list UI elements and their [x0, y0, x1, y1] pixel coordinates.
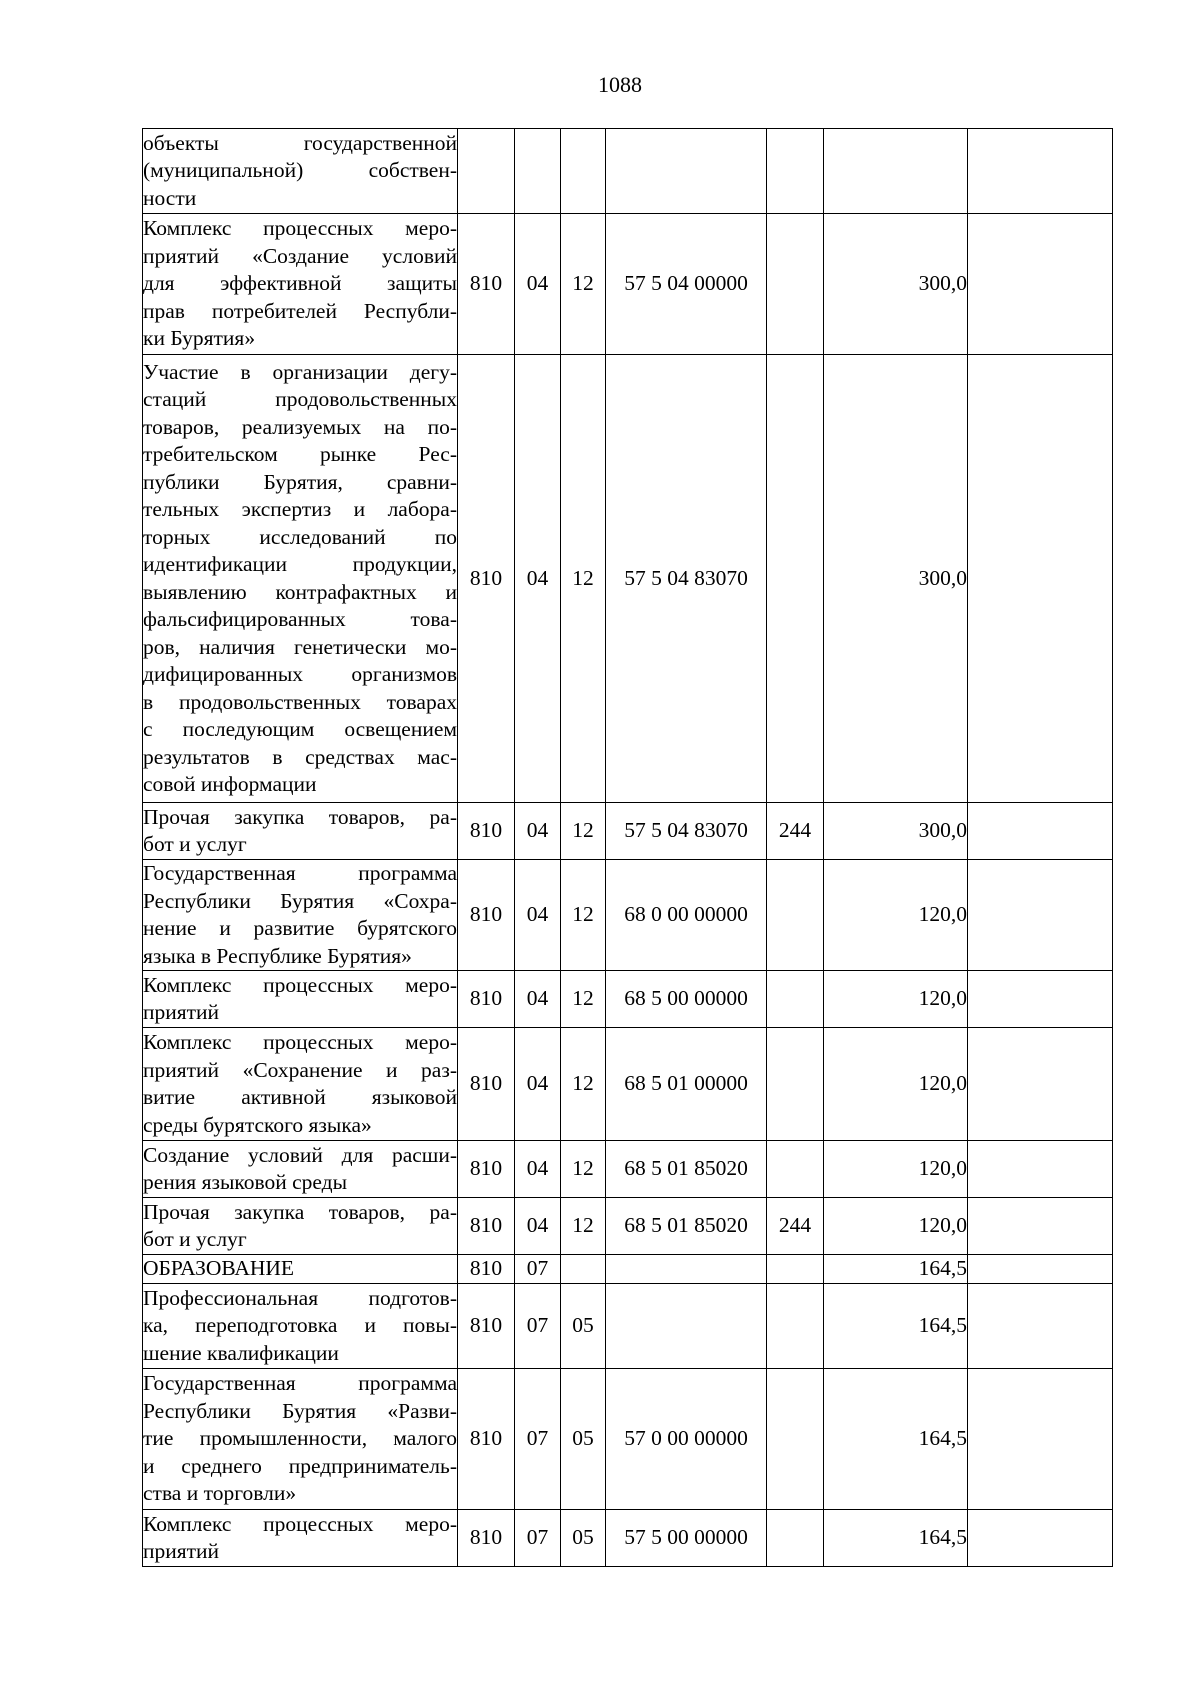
cell-extra	[968, 1510, 1113, 1567]
description-line: Комплекс процессных меро-	[143, 1511, 457, 1536]
description-line: объекты государственной	[143, 130, 457, 155]
cell-extra	[968, 803, 1113, 860]
cell-expense-type	[767, 1141, 824, 1198]
row-description	[143, 803, 458, 860]
description-line: тие промышленности, малого	[143, 1426, 457, 1451]
cell-expense-type	[767, 1369, 824, 1510]
cell-ministry-code: 810	[458, 860, 515, 971]
cell-section-code: 04	[515, 214, 561, 355]
cell-amount: 164,5	[824, 1284, 968, 1369]
cell-expense-type	[767, 1255, 824, 1284]
cell-section-code: 07	[515, 1510, 561, 1567]
page-number: 1088	[598, 72, 642, 97]
cell-target-article: 57 5 04 00000	[606, 214, 767, 355]
description-line: витие активной языковой	[143, 1085, 457, 1109]
table-row	[143, 1198, 1113, 1255]
description-line: торных исследований по	[143, 524, 457, 549]
cell-expense-type	[767, 1028, 824, 1141]
cell-section-code: 04	[515, 860, 561, 971]
description-line: (муниципальной) собствен-	[143, 158, 457, 183]
description-line: выявлению контрафактных и	[143, 579, 457, 604]
cell-subsection-code	[561, 1255, 606, 1284]
row-description	[143, 1198, 458, 1255]
cell-ministry-code: 810	[458, 1369, 515, 1510]
description-line: Создание условий для расши-	[143, 1142, 457, 1167]
row-description	[143, 1028, 458, 1141]
cell-subsection-code	[561, 129, 606, 214]
cell-extra	[968, 1198, 1113, 1255]
cell-amount: 164,5	[824, 1369, 968, 1510]
row-description	[143, 1141, 458, 1198]
cell-expense-type	[767, 1284, 824, 1369]
cell-extra	[968, 1284, 1113, 1369]
cell-expense-type	[767, 129, 824, 214]
cell-ministry-code: 810	[458, 971, 515, 1028]
table-row	[143, 1369, 1113, 1510]
description-line: Комплекс процессных меро-	[143, 1030, 457, 1054]
description-line: Прочая закупка товаров, ра-	[143, 804, 457, 829]
description-line: идентификации продукции,	[143, 552, 457, 576]
description-line: Республики Бурятия «Разви-	[143, 1398, 457, 1423]
row-description	[143, 1510, 458, 1567]
cell-subsection-code: 12	[561, 355, 606, 803]
description-line: Комплекс процессных меро-	[143, 216, 457, 241]
table-row	[143, 355, 1113, 803]
description-line: требительском рынке Рес-	[143, 442, 457, 466]
cell-expense-type	[767, 1510, 824, 1567]
table-row	[143, 1141, 1113, 1198]
cell-target-article: 57 5 04 83070	[606, 355, 767, 803]
table-row	[143, 1510, 1113, 1567]
cell-subsection-code: 12	[561, 1028, 606, 1141]
description-line: среды бурятского языка»	[143, 1112, 372, 1137]
description-line: Прочая закупка товаров, ра-	[143, 1199, 457, 1224]
cell-target-article	[606, 1255, 767, 1284]
cell-amount: 120,0	[824, 1141, 968, 1198]
cell-expense-type	[767, 860, 824, 971]
cell-amount: 120,0	[824, 860, 968, 971]
table-row	[143, 129, 1113, 214]
description-line: ки Бурятия»	[143, 326, 256, 351]
cell-amount: 120,0	[824, 1198, 968, 1255]
cell-subsection-code: 05	[561, 1369, 606, 1510]
cell-expense-type	[767, 214, 824, 355]
cell-ministry-code: 810	[458, 1510, 515, 1567]
description-line: совой информации	[143, 772, 317, 796]
cell-ministry-code: 810	[458, 1198, 515, 1255]
description-line: ров, наличия генетически мо-	[143, 634, 457, 659]
description-line: публики Бурятия, сравни-	[143, 469, 457, 494]
cell-section-code: 07	[515, 1284, 561, 1369]
cell-ministry-code: 810	[458, 355, 515, 803]
description-line: прав потребителей Республи-	[143, 298, 457, 323]
cell-target-article: 68 5 01 00000	[606, 1028, 767, 1141]
cell-target-article: 68 5 01 85020	[606, 1141, 767, 1198]
description-line: Профессиональная подготов-	[143, 1285, 457, 1310]
cell-extra	[968, 860, 1113, 971]
cell-subsection-code: 05	[561, 1284, 606, 1369]
cell-ministry-code: 810	[458, 1141, 515, 1198]
table-row	[143, 1255, 1113, 1284]
cell-extra	[968, 971, 1113, 1028]
cell-target-article: 57 5 04 83070	[606, 803, 767, 860]
cell-expense-type	[767, 971, 824, 1028]
row-description	[143, 355, 458, 803]
cell-subsection-code: 12	[561, 803, 606, 860]
description-line: и среднего предприниматель-	[143, 1453, 457, 1478]
cell-section-code: 04	[515, 1198, 561, 1255]
cell-amount: 300,0	[824, 355, 968, 803]
description-line: для эффективной защиты	[143, 271, 457, 296]
cell-extra	[968, 1369, 1113, 1510]
cell-section-code: 07	[515, 1255, 561, 1284]
description-line: приятий «Создание условий	[143, 243, 457, 268]
description-line: в продовольственных товарах	[143, 689, 457, 714]
cell-section-code: 04	[515, 971, 561, 1028]
description-line: приятий «Сохранение и раз-	[143, 1057, 457, 1082]
description-line: бот и услуг	[143, 1227, 247, 1251]
cell-target-article	[606, 1284, 767, 1369]
row-description	[143, 1284, 458, 1369]
cell-extra	[968, 214, 1113, 355]
cell-extra	[968, 1141, 1113, 1198]
cell-amount: 300,0	[824, 214, 968, 355]
cell-extra	[968, 129, 1113, 214]
cell-section-code: 04	[515, 803, 561, 860]
description-line: нение и развитие бурятского	[143, 916, 457, 940]
row-description	[143, 129, 458, 214]
cell-ministry-code	[458, 129, 515, 214]
row-description	[143, 971, 458, 1028]
cell-target-article	[606, 129, 767, 214]
row-description	[143, 214, 458, 355]
description-line: Участие в организации дегу-	[143, 359, 457, 384]
cell-ministry-code: 810	[458, 803, 515, 860]
cell-target-article: 68 5 01 85020	[606, 1198, 767, 1255]
row-description	[143, 1369, 458, 1510]
cell-subsection-code: 12	[561, 860, 606, 971]
description-line: языка в Республике Бурятия»	[143, 943, 412, 968]
description-line: рения языковой среды	[143, 1170, 348, 1194]
description-line: приятий	[143, 1539, 220, 1563]
table-row	[143, 803, 1113, 860]
row-description	[143, 1255, 458, 1284]
cell-amount: 164,5	[824, 1255, 968, 1284]
cell-amount: 300,0	[824, 803, 968, 860]
cell-amount: 120,0	[824, 971, 968, 1028]
cell-subsection-code: 12	[561, 214, 606, 355]
cell-target-article: 68 0 00 00000	[606, 860, 767, 971]
cell-expense-type: 244	[767, 1198, 824, 1255]
description-line: стаций продовольственных	[143, 387, 457, 411]
cell-ministry-code: 810	[458, 1284, 515, 1369]
cell-ministry-code: 810	[458, 214, 515, 355]
cell-subsection-code: 12	[561, 971, 606, 1028]
cell-section-code: 04	[515, 355, 561, 803]
description-line: тельных экспертиз и лабора-	[143, 497, 457, 521]
cell-section-code: 07	[515, 1369, 561, 1510]
row-description	[143, 860, 458, 971]
cell-expense-type: 244	[767, 803, 824, 860]
table-row	[143, 860, 1113, 971]
cell-section-code	[515, 129, 561, 214]
cell-extra	[968, 1255, 1113, 1284]
cell-subsection-code: 05	[561, 1510, 606, 1567]
cell-amount: 120,0	[824, 1028, 968, 1141]
cell-ministry-code: 810	[458, 1255, 515, 1284]
cell-subsection-code: 12	[561, 1198, 606, 1255]
description-line: приятий	[143, 1000, 220, 1024]
description-line: Государственная программа	[143, 1371, 457, 1396]
cell-target-article: 68 5 00 00000	[606, 971, 767, 1028]
description-line: Государственная программа	[143, 861, 457, 885]
cell-amount: 164,5	[824, 1510, 968, 1567]
description-line: Республики Бурятия «Сохра-	[143, 888, 457, 913]
cell-section-code: 04	[515, 1028, 561, 1141]
cell-expense-type	[767, 355, 824, 803]
description-line: с последующим освещением	[143, 717, 457, 741]
cell-target-article: 57 5 00 00000	[606, 1510, 767, 1567]
description-line: товаров, реализуемых на по-	[143, 414, 457, 439]
description-line: Комплекс процессных меро-	[143, 972, 457, 997]
cell-extra	[968, 1028, 1113, 1141]
description-line: дифицированных организмов	[143, 662, 457, 686]
description-line: шение квалификации	[143, 1340, 339, 1365]
budget-table	[142, 128, 1113, 1567]
table-row	[143, 1284, 1113, 1369]
cell-target-article: 57 0 00 00000	[606, 1369, 767, 1510]
cell-extra	[968, 355, 1113, 803]
description-line: ности	[143, 185, 197, 210]
description-line: ка, переподготовка и повы-	[143, 1313, 457, 1338]
description-line: фальсифицированных това-	[143, 607, 457, 631]
table-row	[143, 971, 1113, 1028]
description-line: результатов в средствах мас-	[143, 744, 457, 769]
cell-ministry-code: 810	[458, 1028, 515, 1141]
table-row	[143, 214, 1113, 355]
description-line: ства и торговли»	[143, 1481, 297, 1506]
cell-section-code: 04	[515, 1141, 561, 1198]
cell-amount	[824, 129, 968, 214]
table-row	[143, 1028, 1113, 1141]
cell-subsection-code: 12	[561, 1141, 606, 1198]
description-line: бот и услуг	[143, 832, 247, 856]
description-line: ОБРАЗОВАНИЕ	[143, 1256, 295, 1281]
